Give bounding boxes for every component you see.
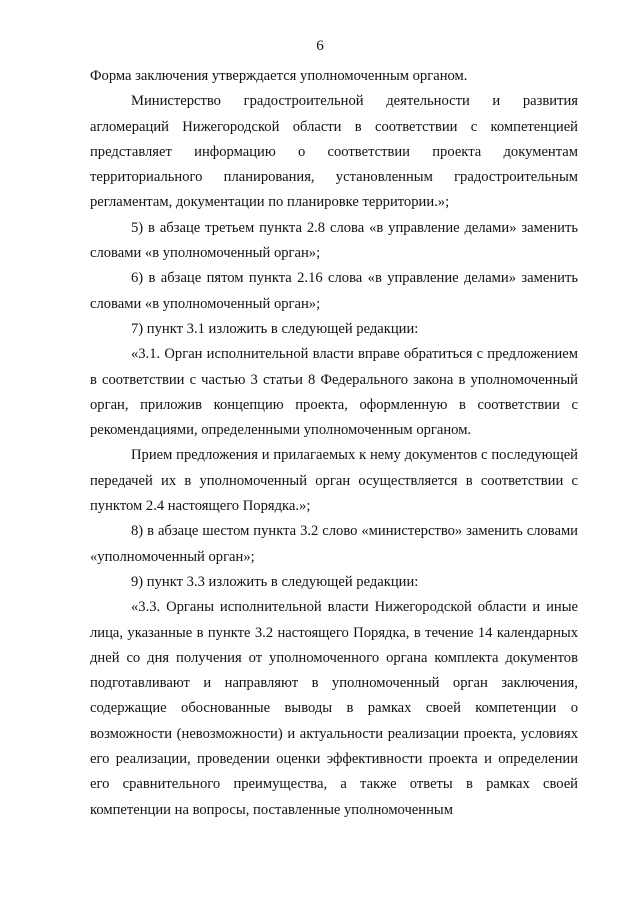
paragraph: 7) пункт 3.1 изложить в следующей редакции:	[131, 320, 419, 337]
paragraph: Министерство градостроительной деятельности и развития агломераций Нижегородской области в соответствии с компетенцией представляет информацию о соответствии проекта документам территориального планирования, установленным градостроительным регламентам, документации по планировке территории.»;	[90, 93, 578, 211]
paragraph: Прием предложения и прилагаемых к нему документов с последующей передачей их в уполномоченный орган осуществляется в соответствии с пунктом 2.4 настоящего Порядка.»;	[90, 447, 578, 515]
page-number: 6	[316, 38, 324, 54]
paragraph: 6) в абзаце пятом пункта 2.16 слова «в управление делами» заменить словами «в уполномоченный орган»;	[90, 270, 578, 312]
paragraph: 5) в абзаце третьем пункта 2.8 слова «в управление делами» заменить словами «в уполномоченный орган»;	[90, 219, 578, 262]
paragraph: 8) в абзаце шестом пункта 3.2 слово «министерство» заменить словами «уполномоченный орган»;	[90, 523, 578, 565]
paragraph: Форма заключения утверждается уполномоченным органом.	[90, 68, 468, 84]
paragraph: 9) пункт 3.3 изложить в следующей редакции:	[131, 573, 419, 590]
paragraph: «3.1. Орган исполнительной власти вправе обратиться с предложением в соответствии с частью 3 статьи 8 Федерального закона в уполномоченный орган, приложив концепцию проекта, оформленную в соответствии с рекомендациями, определенными уполномоченным органом.	[90, 346, 578, 439]
document-body	[90, 64, 578, 823]
paragraph: «3.3. Органы исполнительной власти Нижегородской области и иные лица, указанные в пункте 3.2 настоящего Порядка, в течение 14 календарных дней со дня получения от уполномоченного органа комплекта документов подготавливают и направляют в уполномоченный орган заключения, содержащие обоснованные выводы в рамках своей компетенции о возможности (невозможности) и актуальности реализации проекта, условиях его реализации, проведении оценки эффективности проекта и определении его сравнительного преимущества, а также ответы в рамках своей компетенции на вопросы, поставленные уполномоченным	[90, 599, 578, 818]
